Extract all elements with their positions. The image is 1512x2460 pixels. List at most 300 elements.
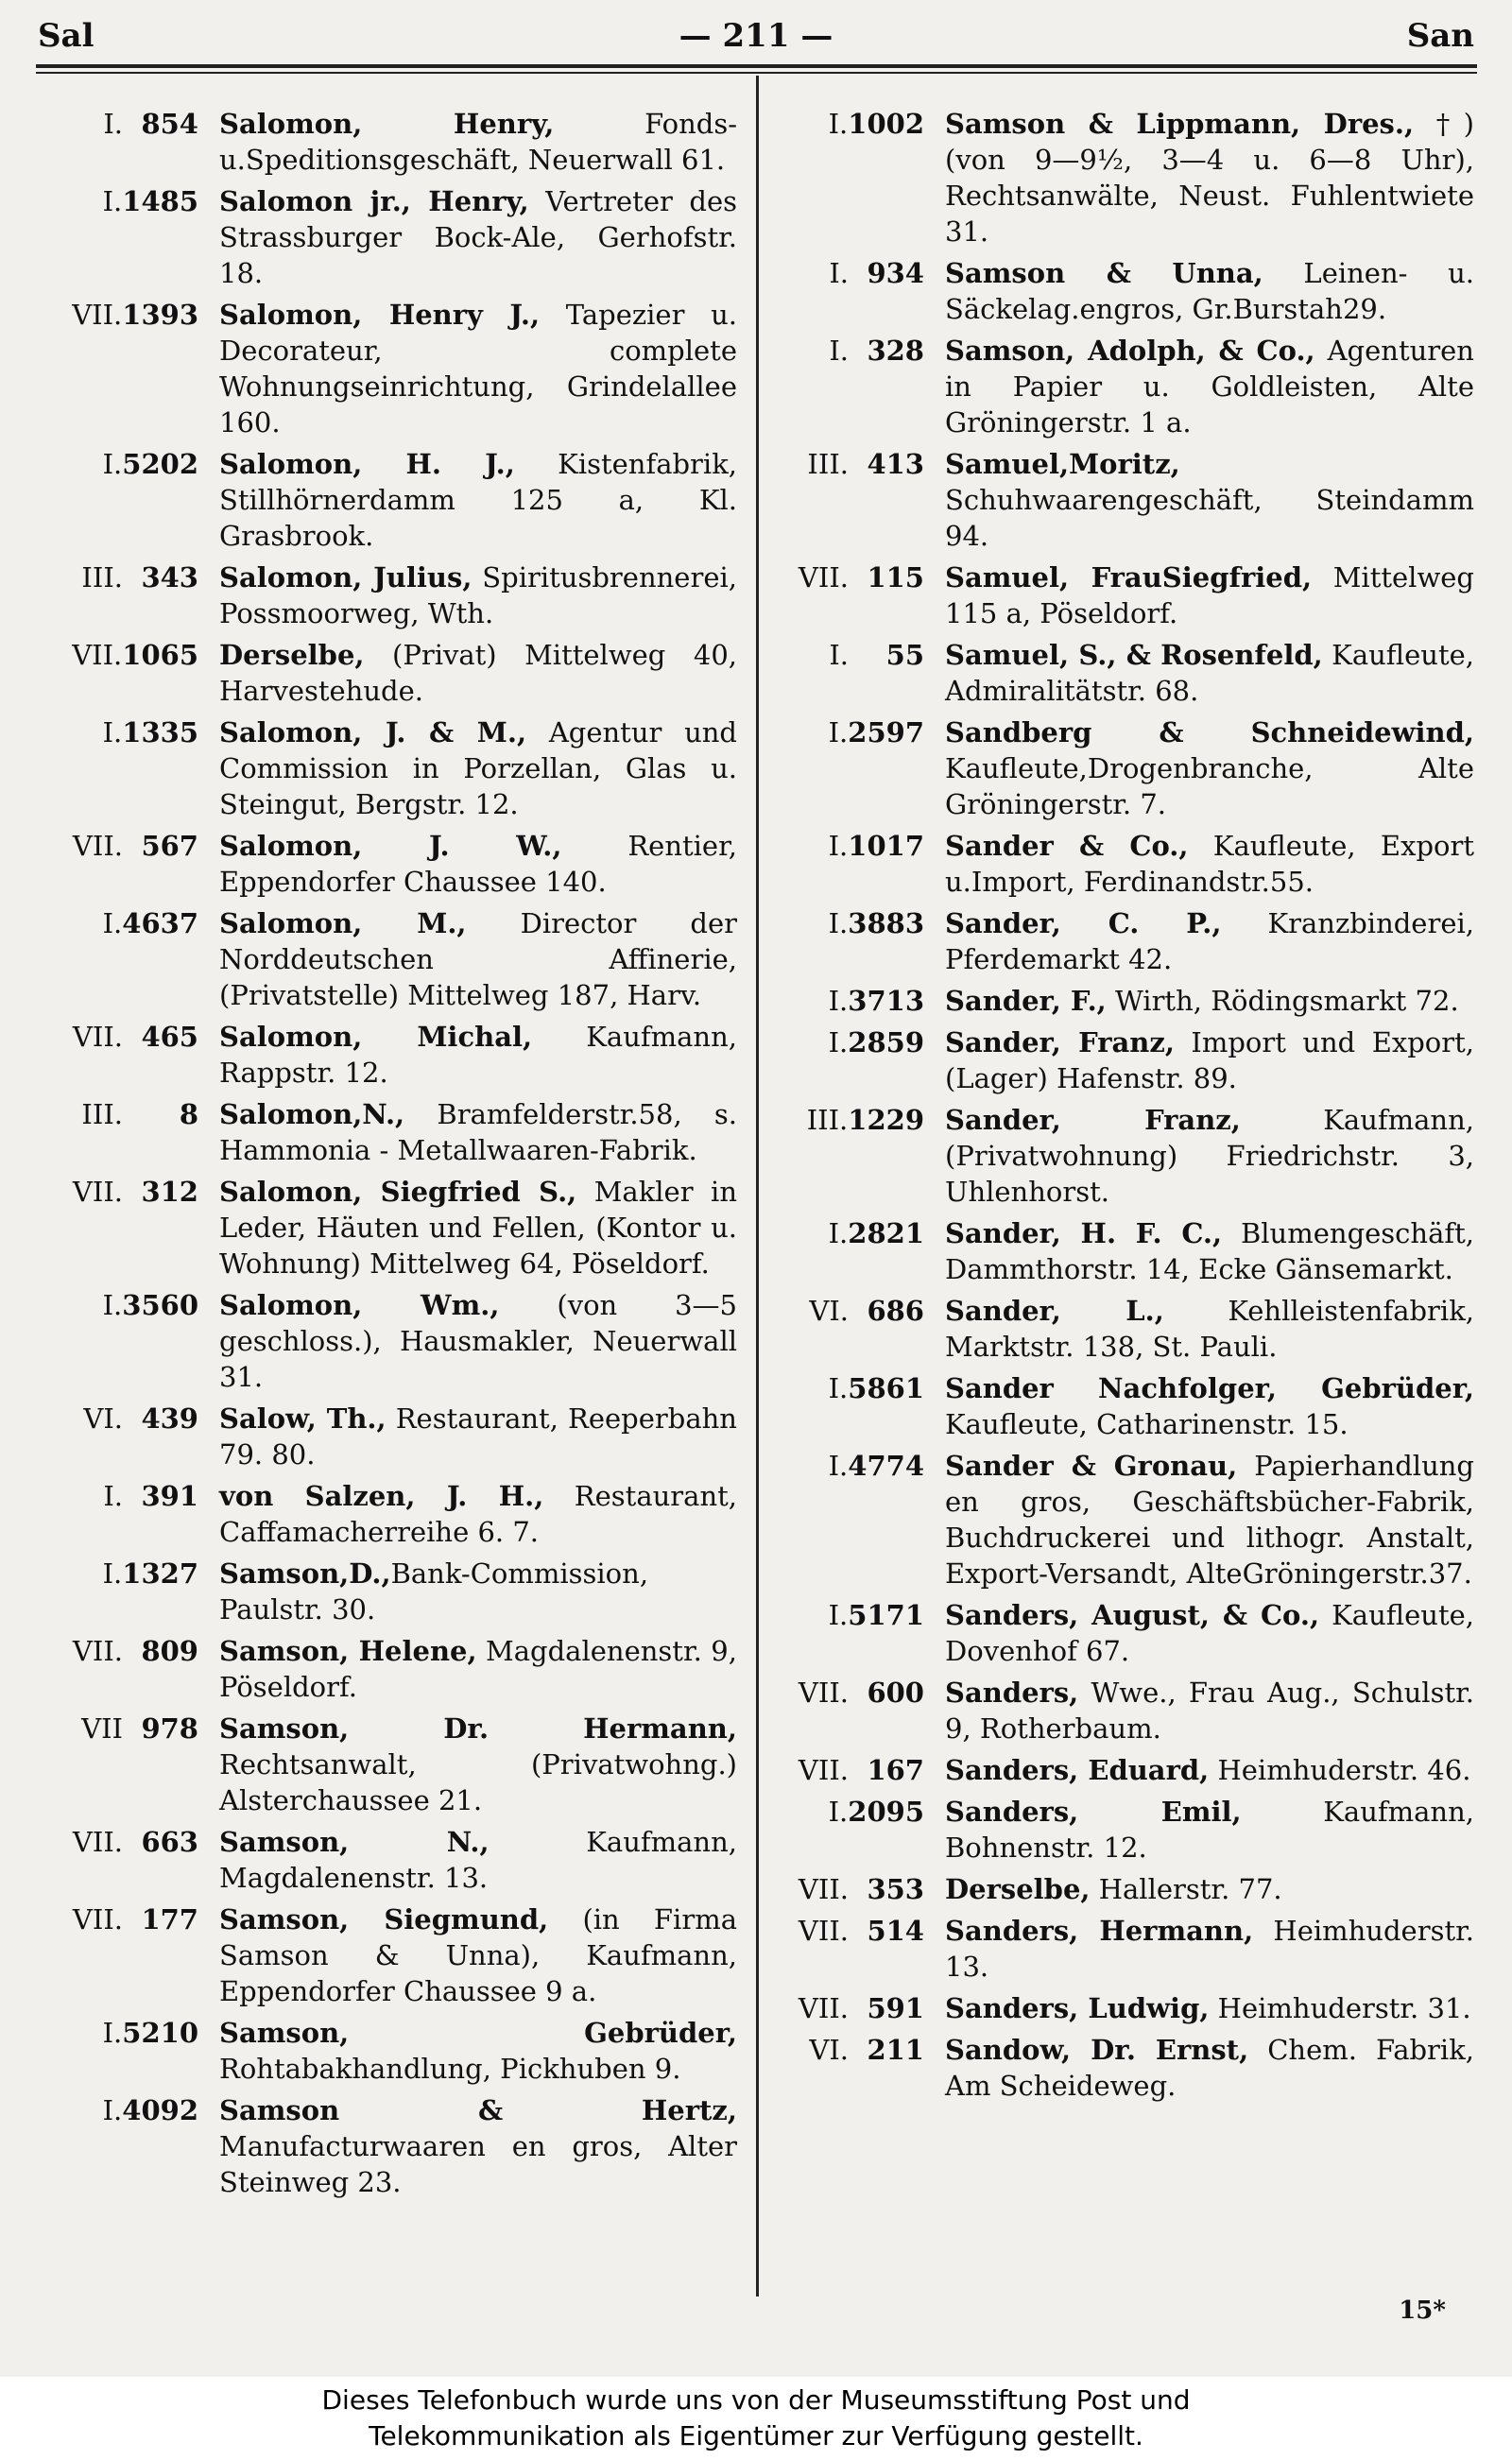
entry-text xyxy=(924,1448,1474,1591)
subscriber-name: Salomon, Michal, xyxy=(219,1021,533,1053)
entry-text xyxy=(198,297,737,440)
directory-entry xyxy=(38,1096,737,1168)
phone-number: 413 xyxy=(867,448,924,480)
entry-reference xyxy=(765,1871,924,1907)
directory-entry xyxy=(765,905,1474,977)
phone-number: 1335 xyxy=(122,716,198,748)
entry-reference xyxy=(38,2092,198,2200)
subscriber-name: Samson & Hertz, xyxy=(219,2094,737,2126)
subscriber-details: Director der Norddeutschen Affinerie, (Privatstelle) Mittelweg 187, Harv. xyxy=(219,907,737,1011)
phone-number: 343 xyxy=(141,561,198,593)
exchange-volume: I. xyxy=(829,639,849,671)
subscriber-name: von Salzen, J. H., xyxy=(219,1480,544,1512)
phone-number: 1485 xyxy=(122,185,198,217)
directory-entry xyxy=(765,983,1474,1019)
entry-text xyxy=(198,1824,737,1896)
exchange-volume: VI. xyxy=(809,1295,849,1327)
entry-reference xyxy=(765,446,924,554)
directory-entry xyxy=(765,714,1474,822)
exchange-volume: I. xyxy=(828,1599,849,1631)
subscriber-details: †) (von 9—9½, 3—4 u. 6—8 Uhr), Rechtsanwälte, Neust. Fuhlentwiete 31. xyxy=(945,108,1474,248)
exchange-volume: VII. xyxy=(72,299,123,331)
subscriber-details: Kaufmann, (Privatwohnung) Friedrichstr. 3, Uhlenhorst. xyxy=(945,1104,1474,1208)
entry-text xyxy=(924,1597,1474,1669)
phone-number: 567 xyxy=(141,830,198,862)
directory-entry xyxy=(765,333,1474,440)
subscriber-details: Kaufleute, Catharinenstr. 15. xyxy=(945,1408,1349,1440)
entry-reference xyxy=(765,1990,924,2026)
subscriber-details: Vertreter des Strassburger Bock-Ale, Gerhofstr. 18. xyxy=(219,185,737,289)
header-rule xyxy=(36,64,1477,68)
exchange-volume: I. xyxy=(828,1026,849,1058)
entry-text xyxy=(198,1556,737,1627)
subscriber-name: Samson & Lippmann, Dres., xyxy=(945,108,1415,140)
entry-text xyxy=(198,106,737,178)
phone-number: 854 xyxy=(141,108,198,140)
directory-entry xyxy=(38,714,737,822)
subscriber-details: Kistenfabrik, Stillhörnerdamm 125 a, Kl. Grasbrook. xyxy=(219,448,737,552)
header-right-keyword: San xyxy=(1406,17,1474,55)
entry-text xyxy=(924,905,1474,977)
subscriber-name: Sanders, August, & Co., xyxy=(945,1599,1320,1631)
subscriber-details: Heimhuderstr. 13. xyxy=(945,1915,1474,1983)
entry-text xyxy=(924,1752,1474,1788)
directory-entry xyxy=(38,183,737,291)
exchange-volume: I. xyxy=(829,257,849,289)
entry-text xyxy=(924,333,1474,440)
phone-number: 353 xyxy=(867,1873,924,1905)
subscriber-name: Sander & Gronau, xyxy=(945,1450,1238,1482)
directory-entry xyxy=(765,559,1474,631)
directory-entry xyxy=(38,1711,737,1818)
subscriber-name: Salomon, M., xyxy=(219,907,467,939)
phone-number: 514 xyxy=(867,1915,924,1947)
exchange-volume: VII. xyxy=(72,1903,123,1935)
entry-reference xyxy=(765,637,924,709)
subscriber-details: Kaufleute, Dovenhof 67. xyxy=(945,1599,1474,1667)
entry-text xyxy=(198,714,737,822)
directory-entry xyxy=(38,828,737,900)
exchange-volume: VI. xyxy=(83,1402,123,1435)
subscriber-details: Kaufleute, Admiralitätstr. 68. xyxy=(945,639,1474,707)
entry-text xyxy=(198,1287,737,1395)
entry-reference xyxy=(765,1024,924,1096)
phone-number: 328 xyxy=(867,335,924,367)
exchange-volume: VII xyxy=(81,1712,123,1745)
phone-number: 3560 xyxy=(122,1289,198,1321)
entry-text xyxy=(198,1401,737,1472)
subscriber-details: Magdalenenstr. 9, Pöseldorf. xyxy=(219,1635,737,1703)
exchange-volume: I. xyxy=(828,1450,849,1482)
subscriber-name: Salomon jr., Henry, xyxy=(219,185,529,217)
subscriber-details: Agentur und Commission in Porzellan, Glas u. Steingut, Bergstr. 12. xyxy=(219,716,737,820)
directory-entry xyxy=(38,1019,737,1091)
phone-number: 2597 xyxy=(848,716,924,748)
subscriber-details: Rohtabakhandlung, Pickhuben 9. xyxy=(219,2053,681,2085)
subscriber-details: Wwe., Frau Aug., Schulstr. 9, Rotherbaum. xyxy=(945,1677,1474,1745)
subscriber-details: Restaurant, Reeperbahn 79. 80. xyxy=(219,1402,737,1471)
phone-number: 465 xyxy=(141,1021,198,1053)
exchange-volume: I. xyxy=(102,2017,123,2049)
exchange-volume: I. xyxy=(828,1372,849,1404)
directory-entry xyxy=(765,2032,1474,2104)
directory-entry xyxy=(38,1287,737,1395)
directory-entry xyxy=(38,559,737,631)
phone-number: 4774 xyxy=(848,1450,924,1482)
entry-reference xyxy=(765,905,924,977)
exchange-volume: VII. xyxy=(798,1915,849,1947)
subscriber-name: Salomon, Julius, xyxy=(219,561,472,593)
exchange-volume: I. xyxy=(102,1289,123,1321)
directory-entry xyxy=(38,2015,737,2087)
header-rule-thin xyxy=(36,72,1477,74)
footer-line-2: Telekommunikation als Eigentümer zur Verfügung gestellt. xyxy=(369,2420,1143,2451)
subscriber-name: Sander Nachfolger, Gebrüder, xyxy=(945,1372,1474,1404)
phone-number: 1002 xyxy=(848,108,924,140)
directory-entry xyxy=(38,1174,737,1282)
subscriber-details: Heimhuderstr. 46. xyxy=(1209,1754,1471,1786)
entry-reference xyxy=(765,1794,924,1866)
phone-number: 5861 xyxy=(848,1372,924,1404)
subscriber-details: Agenturen in Papier u. Goldleisten, Alte Gröningerstr. 1 a. xyxy=(945,335,1474,439)
directory-entry xyxy=(38,905,737,1013)
subscriber-details: Spiritusbrennerei, Possmoorweg, Wth. xyxy=(219,561,737,629)
subscriber-name: Sander, L., xyxy=(945,1295,1164,1327)
entry-reference xyxy=(38,297,198,440)
exchange-volume: I. xyxy=(828,716,849,748)
directory-entry xyxy=(38,1901,737,2009)
entry-text xyxy=(924,106,1474,249)
entry-reference xyxy=(765,255,924,327)
exchange-volume: VII. xyxy=(798,1754,849,1786)
directory-entry xyxy=(38,297,737,440)
entry-text xyxy=(924,828,1474,900)
subscriber-name: Samson, Adolph, & Co., xyxy=(945,335,1315,367)
phone-number: 177 xyxy=(141,1903,198,1935)
phone-number: 934 xyxy=(867,257,924,289)
entry-reference xyxy=(765,2032,924,2104)
exchange-volume: VII. xyxy=(798,1992,849,2024)
entry-reference xyxy=(765,828,924,900)
subscriber-details: Kranzbinderei, Pferdemarkt 42. xyxy=(945,907,1474,975)
entry-reference xyxy=(38,714,198,822)
exchange-volume: I. xyxy=(103,1480,123,1512)
entry-text xyxy=(924,983,1474,1019)
subscriber-name: Salomon,N., xyxy=(219,1098,405,1130)
entry-text xyxy=(924,1370,1474,1442)
subscriber-details: Bramfelderstr.58, s. Hammonia - Metallwaaren-Fabrik. xyxy=(219,1098,737,1166)
exchange-volume: VII. xyxy=(72,1635,123,1667)
page-header xyxy=(38,17,1474,64)
subscriber-name: Sanders, Emil, xyxy=(945,1796,1242,1828)
exchange-volume: I. xyxy=(828,108,849,140)
phone-number: 391 xyxy=(141,1480,198,1512)
entry-text xyxy=(198,1633,737,1705)
subscriber-name: Salomon, H. J., xyxy=(219,448,515,480)
entry-reference xyxy=(765,1675,924,1746)
entry-text xyxy=(924,1913,1474,1985)
entry-reference xyxy=(38,828,198,900)
phone-number: 2095 xyxy=(848,1796,924,1828)
entry-reference xyxy=(38,1401,198,1472)
directory-entry xyxy=(765,828,1474,900)
exchange-volume: I. xyxy=(828,1796,849,1828)
exchange-volume: VII. xyxy=(72,1021,123,1053)
entry-reference xyxy=(38,1019,198,1091)
entry-text xyxy=(198,2092,737,2200)
entry-text xyxy=(198,183,737,291)
entry-reference xyxy=(765,333,924,440)
subscriber-name: Sandow, Dr. Ernst, xyxy=(945,2034,1249,2066)
phone-number: 809 xyxy=(141,1635,198,1667)
exchange-volume: I. xyxy=(829,335,849,367)
directory-entry xyxy=(765,106,1474,249)
subscriber-details: Bank-Commission, Paulstr. 30. xyxy=(219,1557,649,1626)
subscriber-details: Manufacturwaaren en gros, Alter Steinweg 23. xyxy=(219,2130,737,2198)
subscriber-details: Import und Export, (Lager) Hafenstr. 89. xyxy=(945,1026,1474,1094)
entry-reference xyxy=(38,637,198,709)
exchange-volume: I. xyxy=(102,448,123,480)
phone-number: 55 xyxy=(885,639,924,671)
phone-number: 978 xyxy=(141,1712,198,1745)
entry-reference xyxy=(38,2015,198,2087)
entry-reference xyxy=(765,559,924,631)
exchange-volume: I. xyxy=(828,1217,849,1249)
subscriber-name: Salomon, J. & M., xyxy=(219,716,527,748)
subscriber-name: Samson,D., xyxy=(219,1557,391,1590)
subscriber-details: Mittelweg 115 a, Pöseldorf. xyxy=(945,561,1474,629)
entry-reference xyxy=(38,446,198,554)
directory-entry xyxy=(765,1448,1474,1591)
entry-reference xyxy=(38,1174,198,1282)
subscriber-details: (Privat) Mittelweg 40, Harvestehude. xyxy=(219,639,737,707)
directory-entry xyxy=(765,1752,1474,1788)
subscriber-name: Samson, Dr. Hermann, xyxy=(219,1712,737,1745)
entry-text xyxy=(924,446,1474,554)
entry-reference xyxy=(38,183,198,291)
entry-text xyxy=(924,637,1474,709)
subscriber-name: Samson, N., xyxy=(219,1826,490,1858)
entry-reference xyxy=(765,1752,924,1788)
entry-reference xyxy=(38,905,198,1013)
subscriber-name: Derselbe, xyxy=(945,1873,1091,1905)
subscriber-details: Wirth, Rödingsmarkt 72. xyxy=(1106,985,1459,1017)
exchange-volume: VII. xyxy=(72,830,123,862)
exchange-volume: I. xyxy=(102,1557,123,1590)
subscriber-name: Sander, Franz, xyxy=(945,1104,1241,1136)
phone-number: 3883 xyxy=(848,907,924,939)
directory-entry xyxy=(765,1794,1474,1866)
entry-reference xyxy=(765,1102,924,1210)
subscriber-details: Leinen- u. Säckelag.engros, Gr.Burstah29. xyxy=(945,257,1474,325)
directory-entry xyxy=(38,1401,737,1472)
phone-number: 211 xyxy=(867,2034,924,2066)
directory-entry xyxy=(765,1913,1474,1985)
entry-reference xyxy=(38,1478,198,1550)
directory-entry xyxy=(765,1990,1474,2026)
phone-number: 2859 xyxy=(848,1026,924,1058)
phone-number: 3713 xyxy=(848,985,924,1017)
exchange-volume: I. xyxy=(102,2094,123,2126)
page-number: — 211 — xyxy=(679,17,833,55)
exchange-volume: I. xyxy=(102,185,123,217)
subscriber-name: Salow, Th., xyxy=(219,1402,387,1435)
subscriber-name: Samson & Unna, xyxy=(945,257,1263,289)
phone-number: 4092 xyxy=(122,2094,198,2126)
entry-reference xyxy=(38,1633,198,1705)
subscriber-name: Salomon, Henry, xyxy=(219,108,555,140)
subscriber-name: Samuel, FrauSiegfried, xyxy=(945,561,1313,593)
subscriber-details: (von 3—5 geschloss.), Hausmakler, Neuerwall 31. xyxy=(219,1289,738,1393)
phone-number: 686 xyxy=(867,1295,924,1327)
exchange-volume: III. xyxy=(807,448,849,480)
phone-number: 167 xyxy=(867,1754,924,1786)
entry-reference xyxy=(765,714,924,822)
subscriber-details: Heimhuderstr. 31. xyxy=(1209,1992,1471,2024)
subscriber-details: Schuhwaarengeschäft, Steindamm 94. xyxy=(945,484,1474,552)
exchange-volume: VII. xyxy=(798,561,849,593)
exchange-volume: VII. xyxy=(72,1826,123,1858)
subscriber-details: Kaufleute,Drogenbranche, Alte Gröningerstr. 7. xyxy=(945,752,1474,820)
subscriber-name: Salomon, Siegfried S., xyxy=(219,1176,577,1208)
phone-number: 591 xyxy=(867,1992,924,2024)
entry-reference xyxy=(765,1597,924,1669)
entry-text xyxy=(924,714,1474,822)
exchange-volume: I. xyxy=(828,907,849,939)
header-left-keyword: Sal xyxy=(38,17,94,55)
phone-number: 8 xyxy=(179,1098,198,1130)
entry-reference xyxy=(38,106,198,178)
subscriber-details: Rentier, Eppendorfer Chaussee 140. xyxy=(219,830,737,898)
entry-reference xyxy=(765,1215,924,1287)
subscriber-details: Tapezier u. Decorateur, complete Wohnungseinrichtung, Grindelallee 160. xyxy=(219,299,737,439)
subscriber-name: Sandberg & Schneidewind, xyxy=(945,716,1474,748)
directory-entry xyxy=(765,1597,1474,1669)
signature-mark: 15* xyxy=(1399,2297,1446,2325)
subscriber-details: Restaurant, Caffamacherreihe 6. 7. xyxy=(219,1480,737,1548)
subscriber-details: Papierhandlung en gros, Geschäftsbücher-Fabrik, Buchdruckerei und lithogr. Anstalt, Export-Versandt, AlteGröningerstr.37. xyxy=(945,1450,1474,1590)
entry-text xyxy=(924,1990,1474,2026)
subscriber-name: Samuel, S., & Rosenfeld, xyxy=(945,639,1323,671)
subscriber-name: Salomon, J. W., xyxy=(219,830,562,862)
entry-text xyxy=(924,2032,1474,2104)
entry-reference xyxy=(765,1370,924,1442)
directory-entry xyxy=(765,637,1474,709)
directory-entry xyxy=(38,106,737,178)
subscriber-name: Samson, Gebrüder, xyxy=(219,2017,737,2049)
directory-entry xyxy=(38,1824,737,1896)
subscriber-name: Samuel,Moritz, xyxy=(945,448,1180,480)
subscriber-details: Makler in Leder, Häuten und Fellen, (Kontor u. Wohnung) Mittelweg 64, Pöseldorf. xyxy=(219,1176,737,1280)
directory-entry xyxy=(38,1556,737,1627)
subscriber-name: Sanders, Hermann, xyxy=(945,1915,1254,1947)
directory-entry xyxy=(38,2092,737,2200)
entry-text xyxy=(198,637,737,709)
subscriber-name: Samson, Siegmund, xyxy=(219,1903,549,1935)
subscriber-name: Sander & Co., xyxy=(945,830,1189,862)
exchange-volume: I. xyxy=(102,716,123,748)
subscriber-name: Sander, F., xyxy=(945,985,1107,1017)
entry-text xyxy=(198,1478,737,1550)
subscriber-name: Samson, Helene, xyxy=(219,1635,477,1667)
phone-number: 1017 xyxy=(848,830,924,862)
directory-entry xyxy=(765,446,1474,554)
subscriber-details: Kaufmann, Magdalenenstr. 13. xyxy=(219,1826,737,1894)
phone-number: 5210 xyxy=(122,2017,198,2049)
phone-number: 2821 xyxy=(848,1217,924,1249)
subscriber-details: (in Firma Samson & Unna), Kaufmann, Eppendorfer Chaussee 9 a. xyxy=(219,1903,737,2007)
entry-reference xyxy=(38,1711,198,1818)
exchange-volume: III. xyxy=(81,561,123,593)
subscriber-details: Kaufleute, Export u.Import, Ferdinandstr.55. xyxy=(945,830,1474,898)
footer-note xyxy=(0,2377,1512,2460)
directory-entry xyxy=(765,1370,1474,1442)
directory-entry xyxy=(765,1024,1474,1096)
entry-text xyxy=(198,446,737,554)
exchange-volume: VII. xyxy=(798,1677,849,1709)
subscriber-name: Sanders, Ludwig, xyxy=(945,1992,1210,2024)
subscriber-details: Kaufmann, Bohnenstr. 12. xyxy=(945,1796,1474,1864)
phone-number: 439 xyxy=(141,1402,198,1435)
subscriber-name: Sander, C. P., xyxy=(945,907,1222,939)
entry-text xyxy=(198,1711,737,1818)
exchange-volume: I. xyxy=(102,907,123,939)
phone-number: 312 xyxy=(141,1176,198,1208)
left-column xyxy=(38,106,737,2206)
entry-text xyxy=(198,905,737,1013)
phone-number: 1393 xyxy=(122,299,198,331)
exchange-volume: I. xyxy=(828,985,849,1017)
phone-number: 1327 xyxy=(122,1557,198,1590)
phone-number: 600 xyxy=(867,1677,924,1709)
exchange-volume: III. xyxy=(81,1098,123,1130)
exchange-volume: III. xyxy=(806,1104,849,1136)
subscriber-details: Rechtsanwalt, (Privatwohng.) Alsterchaussee 21. xyxy=(219,1748,737,1816)
directory-entry xyxy=(765,1871,1474,1907)
exchange-volume: VII. xyxy=(72,1176,123,1208)
subscriber-name: Sanders, xyxy=(945,1677,1079,1709)
entry-reference xyxy=(38,1824,198,1896)
entry-text xyxy=(924,1102,1474,1210)
entry-reference xyxy=(38,1096,198,1168)
subscriber-name: Sander, Franz, xyxy=(945,1026,1175,1058)
column-divider xyxy=(756,76,759,2297)
subscriber-details: Hallerstr. 77. xyxy=(1090,1873,1282,1905)
exchange-volume: VII. xyxy=(798,1873,849,1905)
subscriber-details: Kaufmann, Rappstr. 12. xyxy=(219,1021,737,1089)
entry-reference xyxy=(765,106,924,249)
entry-reference xyxy=(38,1287,198,1395)
directory-entry xyxy=(765,1215,1474,1287)
entry-text xyxy=(924,1794,1474,1866)
entry-text xyxy=(924,1675,1474,1746)
subscriber-details: Chem. Fabrik, Am Scheideweg. xyxy=(945,2034,1474,2102)
phone-number: 1229 xyxy=(848,1104,924,1136)
directory-entry xyxy=(765,1293,1474,1365)
exchange-volume: VII. xyxy=(72,639,123,671)
directory-entry xyxy=(765,1102,1474,1210)
entry-text xyxy=(198,2015,737,2087)
entry-text xyxy=(198,1096,737,1168)
entry-reference xyxy=(38,1901,198,2009)
phone-number: 115 xyxy=(867,561,924,593)
entry-text xyxy=(924,1215,1474,1287)
subscriber-details: Kehlleistenfabrik, Marktstr. 138, St. Pauli. xyxy=(945,1295,1474,1363)
right-column xyxy=(765,106,1474,2109)
entry-text xyxy=(198,1019,737,1091)
phone-number: 663 xyxy=(141,1826,198,1858)
entry-text xyxy=(198,559,737,631)
